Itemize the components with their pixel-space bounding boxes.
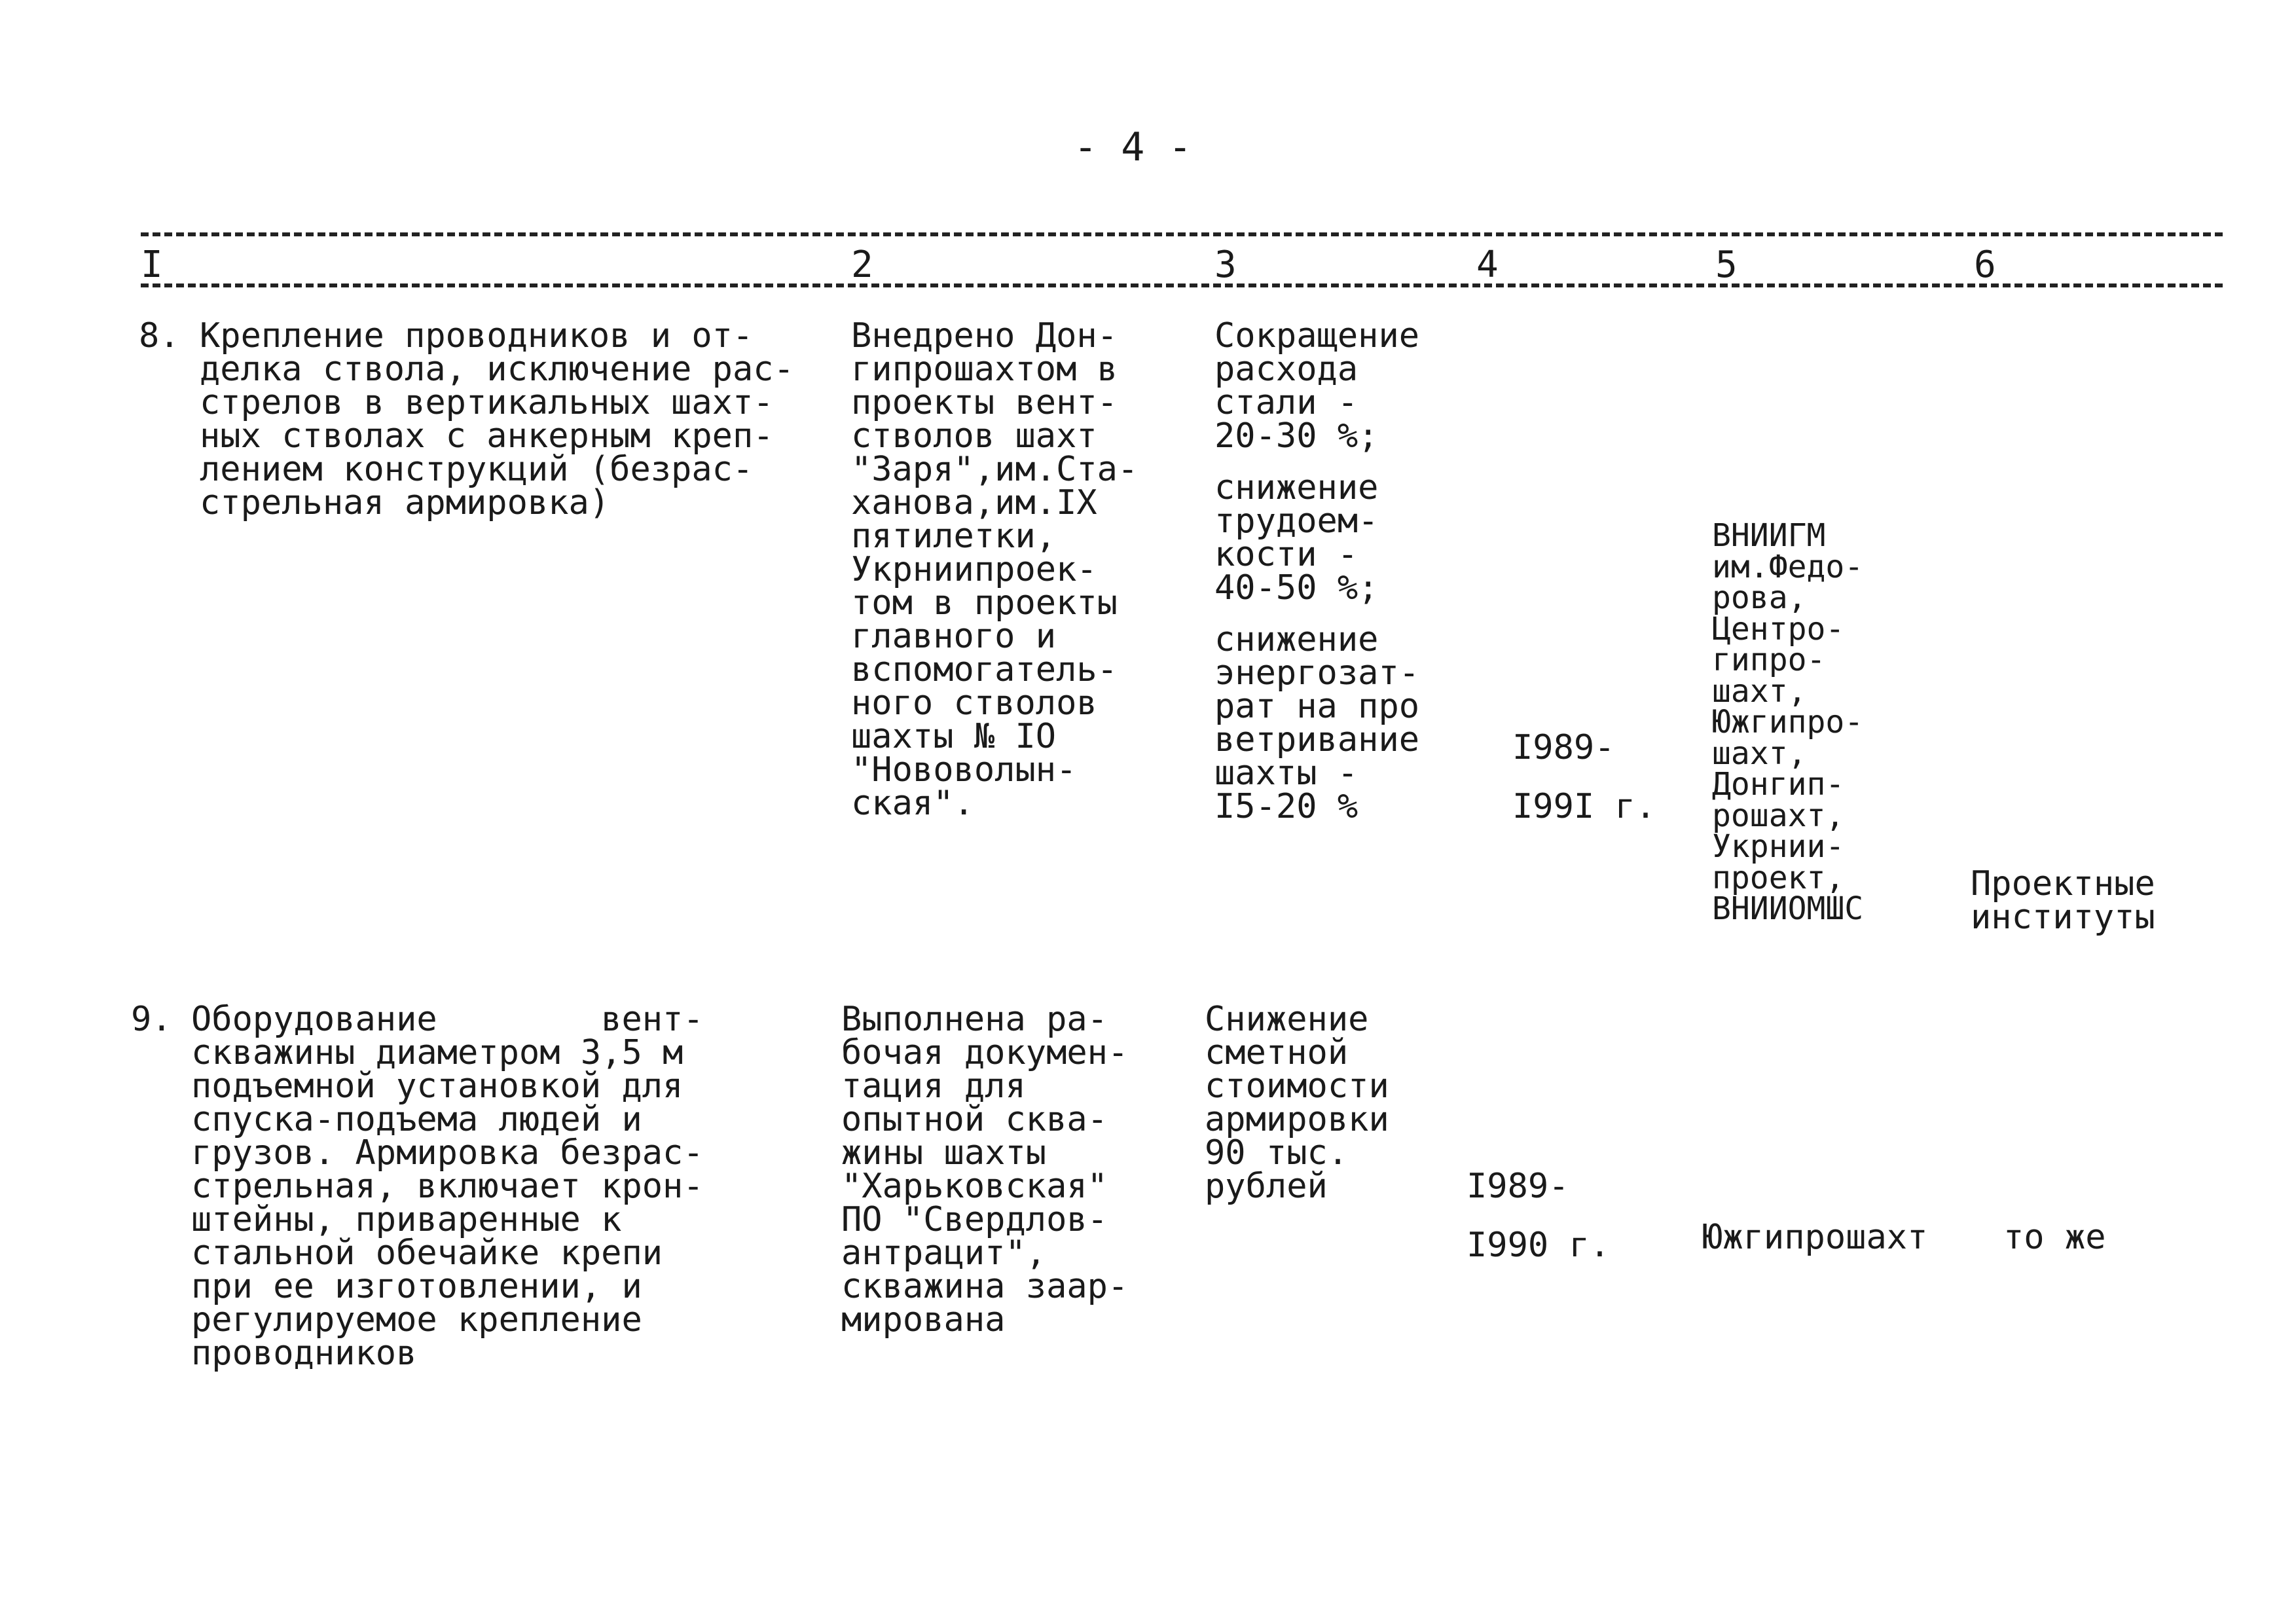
row-number: 9.: [131, 1000, 172, 1039]
row-effect-energy: снижение энергозат- рат на про ветривание шахты - I5-20 %: [1214, 620, 1420, 826]
row-number: 8.: [139, 316, 180, 356]
row-executors: ВНИИГМ им.Федо- рова, Центро- гипро- шахт, Южгипро- шахт, Донгип- рошахт, Укрнии- проект, ВНИИОМШС: [1712, 517, 1864, 927]
row-implementation: Внедрено Дон- гипрошахтом в проекты вент- стволов шахт "Заря",им.Ста- ханова,им.IX пятилетки, Укрниипроек- том в проекты главного и вспомогатель- ного стволов шахты № IO "Нововолын- ская".: [851, 316, 1139, 823]
row-period: I989- I99I г.: [1512, 728, 1656, 826]
column-number-6: 6: [1974, 244, 1996, 286]
table-header-bottom-rule: [141, 283, 2223, 287]
column-number-2: 2: [851, 244, 873, 286]
row-responsible: то же: [2003, 1218, 2106, 1257]
row-description: Крепление проводников и от- делка ствола, исключение рас- стрелов в вертикальных шахт- ных стволах с анкерным креп- лением конструкций (безрас- стрельная армировка): [200, 316, 794, 522]
row-effect: Снижение сметной стоимости армировки 90 тыс. рублей: [1205, 1000, 1389, 1206]
row-executors: Южгипрошахт: [1702, 1218, 1928, 1257]
row-implementation: Выполнена ра- бочая докумен- тация для опытной сква- жины шахты "Харьковская" ПО "Свердлов- антрацит", скважина заар- мирована: [841, 1000, 1129, 1340]
column-number-1: I: [141, 244, 163, 286]
row-effect-steel: Сокращение расхода стали - 20-30 %;: [1214, 316, 1420, 456]
column-number-4: 4: [1476, 244, 1499, 286]
row-period: I989- I990 г.: [1467, 1167, 1611, 1265]
page-number: - 4 -: [1074, 124, 1192, 170]
row-description: Оборудование вент- скважины диаметром 3,5 м подъемной установкой для спуска-подъема людей и грузов. Армировка безрас- стрельная, включает крон- штейны, приваренные к стальной обечайке крепи при ее изготовлении, и регулируемое крепление проводников: [191, 1000, 704, 1373]
table-header-top-rule: [141, 232, 2223, 236]
row-responsible: Проектные институты: [1971, 864, 2155, 937]
row-effect-labor: снижение трудоем- кости - 40-50 %;: [1214, 468, 1379, 608]
column-number-5: 5: [1715, 244, 1738, 286]
column-number-3: 3: [1214, 244, 1237, 286]
